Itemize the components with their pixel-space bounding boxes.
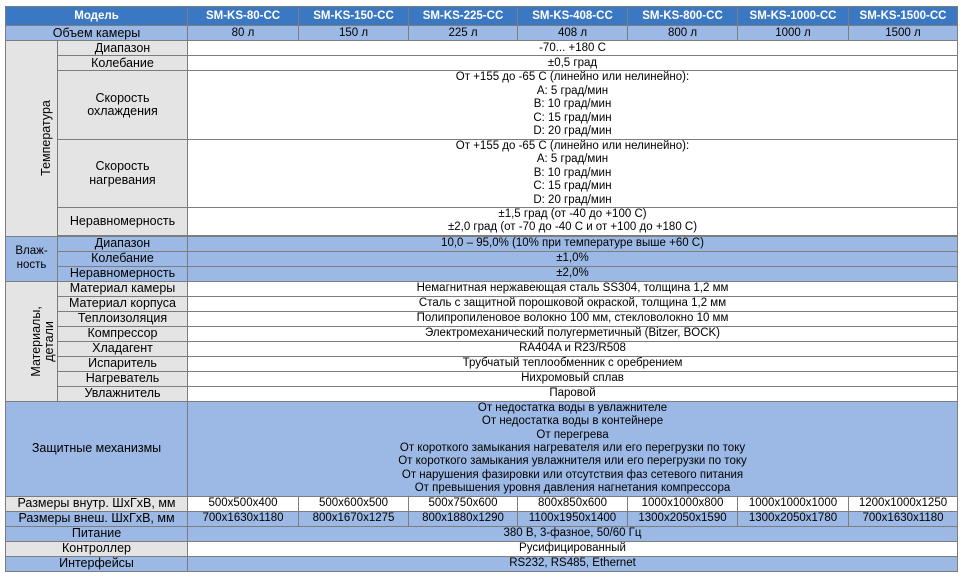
material-value: RA404A и R23/R508 bbox=[188, 341, 958, 356]
material-label: Материал корпуса bbox=[58, 296, 188, 311]
interfaces-label: Интерфейсы bbox=[6, 556, 188, 571]
inner-dimensions-row bbox=[6, 496, 958, 511]
inner-dimensions-value: 500x750x600 bbox=[409, 496, 518, 511]
humidity-range-label: Диапазон bbox=[58, 236, 188, 251]
material-value: Полипропиленовое волокно 100 мм, стекловолокно 10 мм bbox=[188, 311, 958, 326]
material-label: Увлажнитель bbox=[58, 386, 188, 401]
humidity-category: Влаж- ность bbox=[6, 236, 58, 281]
material-value: Сталь с защитной порошковой окраской, толщина 1,2 мм bbox=[188, 296, 958, 311]
volume-value: 80 л bbox=[188, 26, 299, 41]
outer-dimensions-label: Размеры внеш. ШхГхВ, мм bbox=[6, 511, 188, 526]
temperature-fluctuation-value: ±0,5 град bbox=[188, 56, 958, 71]
temperature-nonuniformity-row bbox=[6, 208, 958, 236]
volume-value: 408 л bbox=[518, 26, 628, 41]
outer-dimensions-value: 1300x2050x1780 bbox=[738, 511, 849, 526]
inner-dimensions-value: 1200x1000x1250 bbox=[849, 496, 958, 511]
material-row bbox=[6, 356, 958, 371]
outer-dimensions-value: 800x1880x1290 bbox=[409, 511, 518, 526]
controller-row bbox=[6, 541, 958, 556]
temperature-range-value: -70... +180 С bbox=[188, 41, 958, 56]
volume-label: Объем камеры bbox=[6, 26, 188, 41]
power-row bbox=[6, 526, 958, 541]
heating-rate-value: От +155 до -65 С (линейно или нелинейно): A: 5 град/мин B: 10 град/мин C: 15 град/мин D: 20 град/мин bbox=[188, 140, 958, 208]
material-value: Паровой bbox=[188, 386, 958, 401]
material-label: Компрессор bbox=[58, 326, 188, 341]
volume-value: 800 л bbox=[628, 26, 738, 41]
material-value: Трубчатый теплообменник с оребрением bbox=[188, 356, 958, 371]
temperature-range-label: Диапазон bbox=[58, 41, 188, 56]
outer-dimensions-value: 700x1630x1180 bbox=[188, 511, 299, 526]
humidity-range-row bbox=[6, 236, 958, 251]
heating-rate-label: Скорость нагревания bbox=[58, 140, 188, 208]
model-name: SM-KS-1500-CC bbox=[849, 7, 958, 26]
materials-category: Материалы, детали bbox=[6, 281, 58, 401]
inner-dimensions-label: Размеры внутр. ШхГхВ, мм bbox=[6, 496, 188, 511]
volume-value: 150 л bbox=[299, 26, 409, 41]
model-name: SM-KS-150-CC bbox=[299, 7, 409, 26]
material-label: Теплоизоляция bbox=[58, 311, 188, 326]
humidity-nonuniformity-value: ±2,0% bbox=[188, 266, 958, 281]
temperature-fluctuation-row bbox=[6, 56, 958, 71]
volume-row bbox=[6, 26, 958, 41]
model-name: SM-KS-1000-CC bbox=[738, 7, 849, 26]
material-value: Нихромовый сплав bbox=[188, 371, 958, 386]
volume-value: 1500 л bbox=[849, 26, 958, 41]
inner-dimensions-value: 500x600x500 bbox=[299, 496, 409, 511]
volume-value: 1000 л bbox=[738, 26, 849, 41]
model-name: SM-KS-225-CC bbox=[409, 7, 518, 26]
cooling-rate-label: Скорость охлаждения bbox=[58, 71, 188, 140]
temperature-range-row bbox=[6, 41, 958, 56]
humidity-fluctuation-label: Колебание bbox=[58, 251, 188, 266]
material-row bbox=[6, 281, 958, 296]
material-row bbox=[6, 371, 958, 386]
temperature-category: Температура bbox=[6, 41, 58, 237]
humidity-nonuniformity-label: Неравномерность bbox=[58, 266, 188, 281]
protection-row bbox=[6, 401, 958, 496]
material-label: Материал камеры bbox=[58, 281, 188, 296]
material-row bbox=[6, 296, 958, 311]
inner-dimensions-value: 1000x1000x1000 bbox=[738, 496, 849, 511]
material-row bbox=[6, 341, 958, 356]
humidity-fluctuation-value: ±1,0% bbox=[188, 251, 958, 266]
specifications-table bbox=[5, 6, 958, 572]
model-name: SM-KS-800-CC bbox=[628, 7, 738, 26]
protection-value: От недостатка воды в увлажнителе От недостатка воды в контейнере От перегрева От короткого замыкания нагревателя или его перегрузки по току От короткого замыкания увлажнителя или его перегрузки по току От нарушения фазировки или отсутствия фаз сетевого питания От превышения уровня давления нагнетания компрессора bbox=[188, 401, 958, 496]
interfaces-row bbox=[6, 556, 958, 571]
model-header-label: Модель bbox=[6, 7, 188, 26]
temperature-fluctuation-label: Колебание bbox=[58, 56, 188, 71]
volume-value: 225 л bbox=[409, 26, 518, 41]
header-row bbox=[6, 7, 958, 26]
controller-label: Контроллер bbox=[6, 541, 188, 556]
inner-dimensions-value: 1000x1000x800 bbox=[628, 496, 738, 511]
outer-dimensions-value: 1100x1950x1400 bbox=[518, 511, 628, 526]
interfaces-value: RS232, RS485, Ethernet bbox=[188, 556, 958, 571]
inner-dimensions-value: 800x850x600 bbox=[518, 496, 628, 511]
material-label: Нагреватель bbox=[58, 371, 188, 386]
power-label: Питание bbox=[6, 526, 188, 541]
humidity-fluctuation-row bbox=[6, 251, 958, 266]
material-value: Электромеханический полугерметичный (Bitzer, BOCK) bbox=[188, 326, 958, 341]
outer-dimensions-value: 700x1630x1180 bbox=[849, 511, 958, 526]
controller-value: Русифицированный bbox=[188, 541, 958, 556]
material-row bbox=[6, 386, 958, 401]
material-value: Немагнитная нержавеющая сталь SS304, толщина 1,2 мм bbox=[188, 281, 958, 296]
humidity-nonuniformity-row bbox=[6, 266, 958, 281]
cooling-rate-value: От +155 до -65 С (линейно или нелинейно): A: 5 град/мин B: 10 град/мин C: 15 град/мин D: 20 град/мин bbox=[188, 71, 958, 140]
outer-dimensions-value: 800x1670x1275 bbox=[299, 511, 409, 526]
material-label: Хладагент bbox=[58, 341, 188, 356]
heating-rate-row bbox=[6, 140, 958, 208]
model-name: SM-KS-80-CC bbox=[188, 7, 299, 26]
power-value: 380 В, 3-фазное, 50/60 Гц bbox=[188, 526, 958, 541]
material-row bbox=[6, 326, 958, 341]
model-name: SM-KS-408-CC bbox=[518, 7, 628, 26]
material-row bbox=[6, 311, 958, 326]
outer-dimensions-row bbox=[6, 511, 958, 526]
outer-dimensions-value: 1300x2050x1590 bbox=[628, 511, 738, 526]
material-label: Испаритель bbox=[58, 356, 188, 371]
inner-dimensions-value: 500x500x400 bbox=[188, 496, 299, 511]
cooling-rate-row bbox=[6, 71, 958, 140]
humidity-range-value: 10,0 – 95,0% (10% при температуре выше +60 С) bbox=[188, 236, 958, 251]
protection-label: Защитные механизмы bbox=[6, 401, 188, 496]
temperature-nonuniformity-label: Неравномерность bbox=[58, 208, 188, 236]
temperature-nonuniformity-value: ±1,5 град (от -40 до +100 С) ±2,0 град (от -70 до -40 С и от +100 до +180 С) bbox=[188, 208, 958, 236]
